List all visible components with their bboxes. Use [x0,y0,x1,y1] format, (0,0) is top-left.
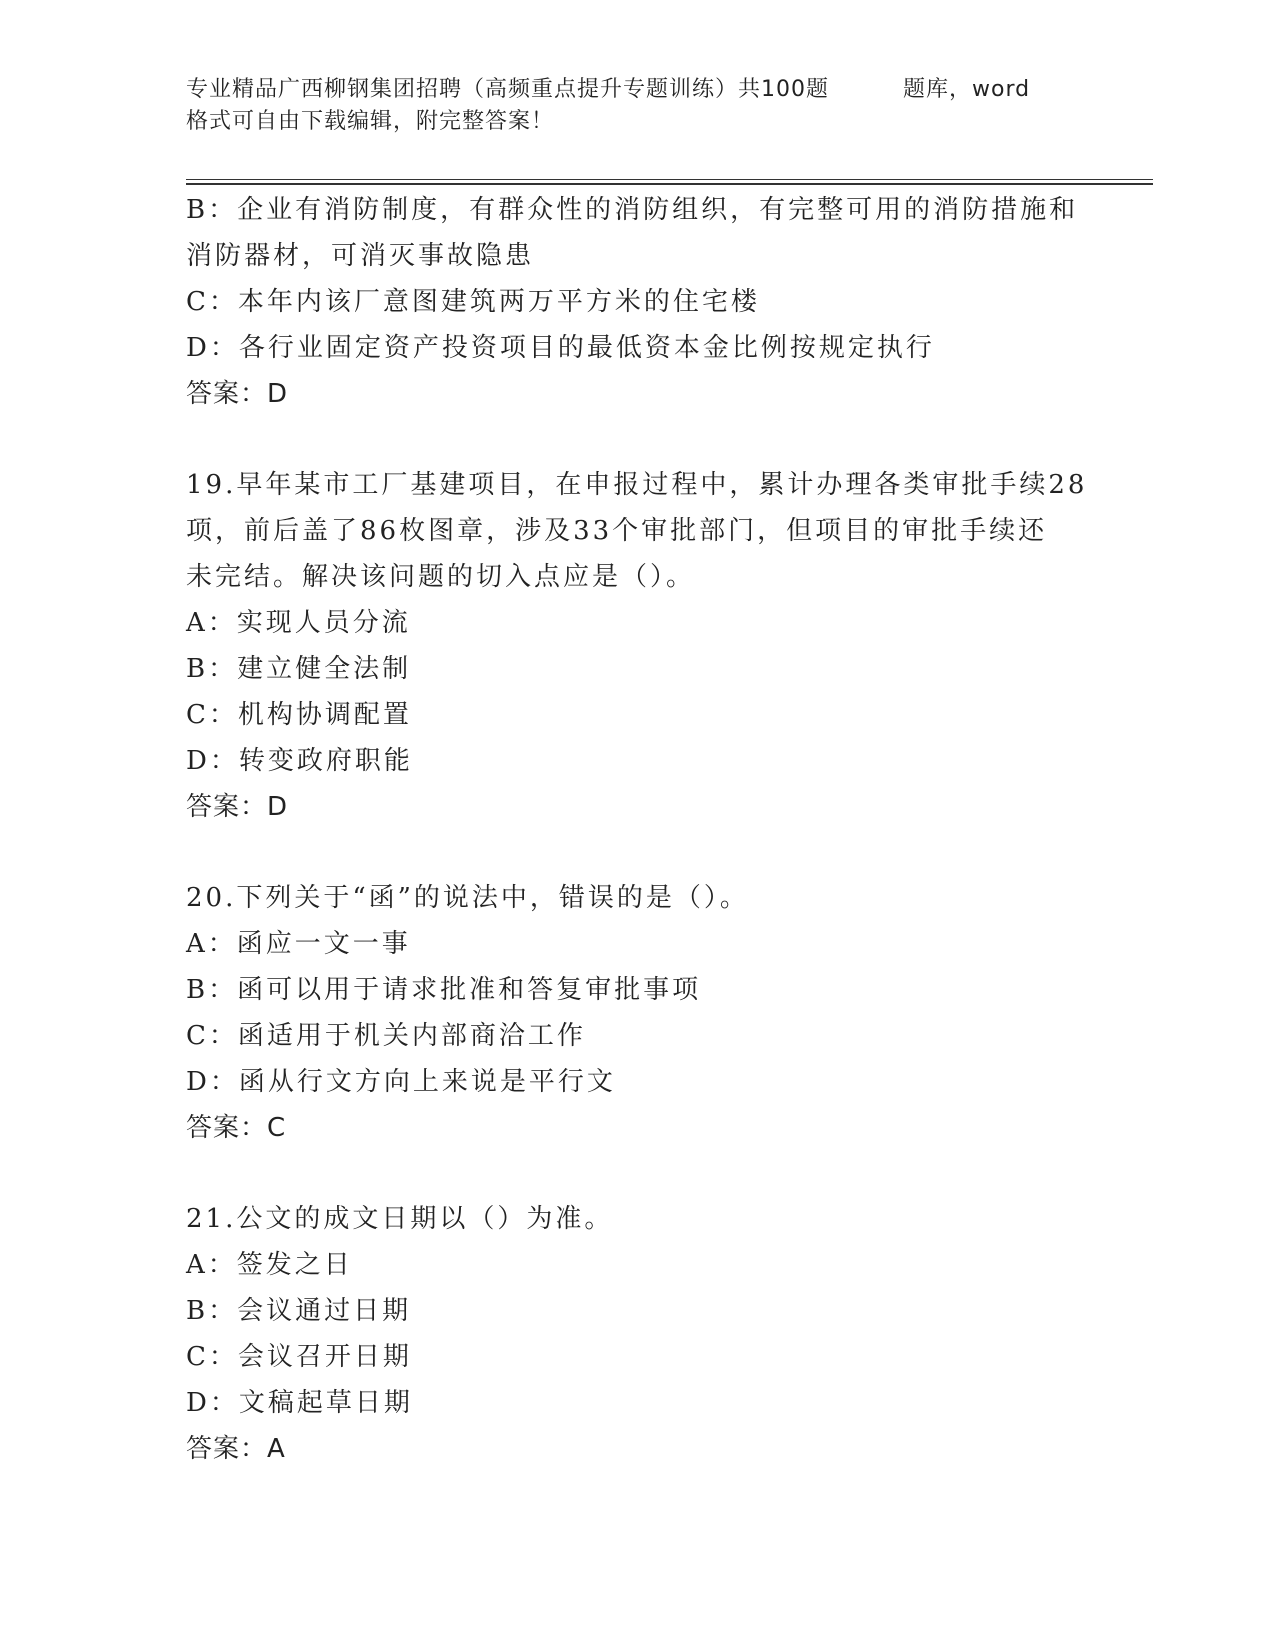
answer: 答案：D [186,792,289,822]
document-header [186,74,1086,138]
option-c: C：机构协调配置 [186,700,412,730]
question-19 [186,462,1106,830]
header-title-suffix: 题库，word [903,77,1031,102]
header-divider-thick [186,183,1153,185]
question-20 [186,875,1106,1151]
header-title: 专业精品广西柳钢集团招聘（高频重点提升专题训练）共100题 [186,77,829,102]
option-b: B：建立健全法制 [186,654,412,684]
option-d: D：各行业固定资产投资项目的最低资本金比例按规定执行 [186,333,935,363]
option-c: C：函适用于机关内部商洽工作 [186,1021,586,1051]
answer: 答案：C [186,1113,287,1143]
question-stem-line-3: 未完结。解决该问题的切入点应是（）。 [186,562,696,592]
option-b: B：会议通过日期 [186,1296,412,1326]
option-b-line-2: 消防器材，可消灭事故隐患 [186,241,535,271]
header-line-2: 格式可自由下载编辑，附完整答案！ [186,109,555,134]
question-stem-line-1: 19.早年某市工厂基建项目，在申报过程中，累计办理各类审批手续28 [186,470,1088,500]
answer: 答案：D [186,379,289,409]
header-line-1 [186,74,1086,106]
question-stem-line-2: 项，前后盖了86枚图章，涉及33个审批部门，但项目的审批手续还 [186,516,1048,546]
answer: 答案：A [186,1434,286,1464]
question-18 [186,187,1106,417]
option-a: A：函应一文一事 [186,929,411,959]
option-c: C：会议召开日期 [186,1342,412,1372]
option-b-line-1: B：企业有消防制度，有群众性的消防组织，有完整可用的消防措施和 [186,195,1079,225]
question-stem: 21.公文的成文日期以（）为准。 [186,1204,614,1234]
question-list [186,187,1106,1472]
question-21 [186,1196,1106,1472]
option-b: B：函可以用于请求批准和答复审批事项 [186,975,702,1005]
option-d: D：转变政府职能 [186,746,413,776]
option-d: D：函从行文方向上来说是平行文 [186,1067,616,1097]
option-c: C：本年内该厂意图建筑两万平方米的住宅楼 [186,287,760,317]
option-d: D：文稿起草日期 [186,1388,413,1418]
option-a: A：实现人员分流 [186,608,411,638]
option-a: A：签发之日 [186,1250,353,1280]
header-divider-thin [186,179,1153,180]
question-stem: 20.下列关于“函”的说法中，错误的是（）。 [186,883,749,913]
